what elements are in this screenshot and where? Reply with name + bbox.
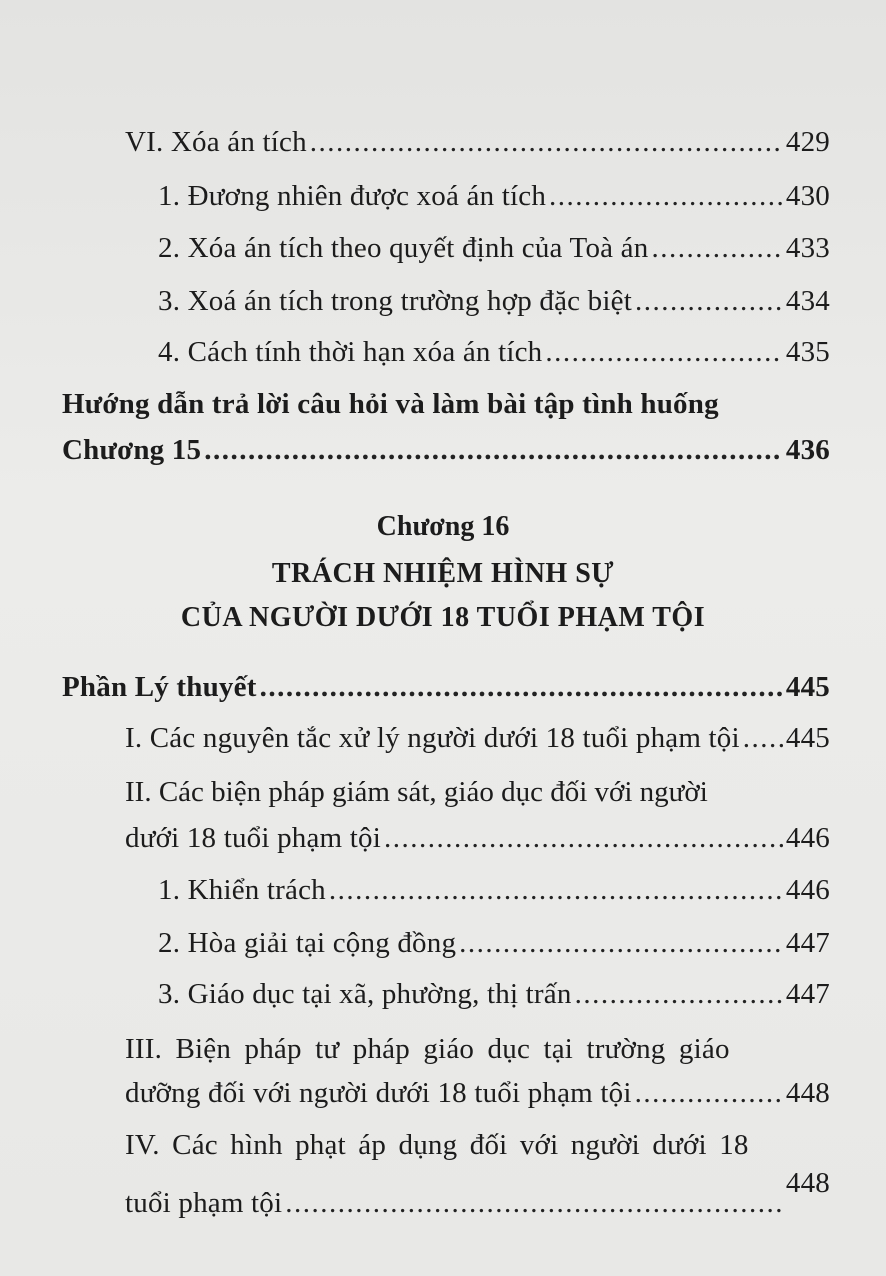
leader-dots (329, 872, 783, 908)
toc-entry-page: 429 (785, 126, 830, 158)
toc-entry-truong-giao-duong (125, 1075, 830, 1111)
toc-entry-text: II. Các biện pháp giám sát, giáo dục đối với người (125, 776, 708, 808)
toc-entry-page: 445 (785, 671, 830, 703)
toc-entry-text: 2. Xóa án tích theo quyết định của Toà án (158, 232, 649, 264)
leader-dots (635, 1075, 783, 1111)
toc-entry-text: Phần Lý thuyết (62, 671, 257, 703)
leader-dots (545, 334, 783, 370)
toc-entry-page: 445 (785, 722, 830, 754)
chapter-number: Chương 16 (376, 511, 510, 542)
toc-entry-page: 430 (785, 180, 830, 212)
chapter-title-line2: CỦA NGƯỜI DƯỚI 18 TUỔI PHẠM TỘI (180, 602, 706, 633)
toc-entry-page: 448 (785, 1077, 830, 1109)
leader-dots (635, 283, 783, 319)
toc-entry-page: 434 (785, 285, 830, 317)
toc-entry-page: 436 (785, 434, 830, 466)
toc-entry-page: 433 (785, 232, 830, 264)
toc-entry-cach-tinh (158, 334, 830, 370)
toc-entry-xoa-an-tich (125, 124, 830, 160)
toc-entry-nguyen-tac (125, 720, 830, 756)
toc-entry-text: dưới 18 tuổi phạm tội (125, 822, 381, 854)
toc-entry-hoa-giai (158, 925, 830, 961)
toc-entry-text: Chương 15 (62, 434, 202, 466)
leader-dots (260, 669, 783, 705)
chapter-title-line1: TRÁCH NHIỆM HÌNH SỰ (271, 558, 615, 589)
leader-dots (549, 178, 783, 214)
toc-entry-hinh-phat (125, 1167, 830, 1221)
toc-entry-hinh-phat-line1: IV. Các hình phạt áp dụng đối với người dưới 18 (125, 1129, 749, 1161)
leader-dots (310, 124, 783, 160)
toc-entry-bien-phap-line1 (125, 774, 780, 810)
toc-entry-text: dưỡng đối với người dưới 18 tuổi phạm tội (125, 1077, 632, 1109)
toc-entry-text: 2. Hòa giải tại cộng đồng (158, 927, 457, 959)
toc-entry-page: 446 (785, 874, 830, 906)
toc-entry-text: 4. Cách tính thời hạn xóa án tích (158, 336, 543, 368)
toc-entry-truong-giao-duong-line1: III. Biện pháp tư pháp giáo dục tại trường giáo (125, 1033, 730, 1065)
toc-entry-page: 435 (785, 336, 830, 368)
toc-entry-text: 3. Xoá án tích trong trường hợp đặc biệt (158, 285, 632, 317)
toc-entry-text: I. Các nguyên tắc xử lý người dưới 18 tuổi phạm tội (125, 722, 740, 754)
toc-entry-bien-phap (125, 820, 830, 856)
toc-entry-guide (62, 432, 830, 468)
toc-entry-theo-quyet-dinh (158, 230, 830, 266)
toc-entry-page: 446 (785, 822, 830, 854)
leader-dots (459, 925, 783, 961)
leader-dots (575, 976, 783, 1012)
toc-entry-page: 447 (785, 927, 830, 959)
toc-entry-khien-trach (158, 872, 830, 908)
leader-dots (743, 720, 783, 756)
toc-entry-dac-biet (158, 283, 830, 319)
toc-entry-giao-duc (158, 976, 830, 1012)
toc-entry-text: tuổi phạm tội (125, 1187, 283, 1219)
leader-dots (651, 230, 782, 266)
toc-entry-text: VI. Xóa án tích (125, 126, 307, 158)
leader-dots (384, 820, 783, 856)
toc-entry-theory (62, 669, 830, 705)
toc-entry-page: 448 (785, 1167, 830, 1199)
toc-entry-text: 1. Khiển trách (158, 874, 326, 906)
toc-entry-page: 447 (785, 978, 830, 1010)
leader-dots (204, 432, 783, 468)
toc-guide-line1: Hướng dẫn trả lời câu hỏi và làm bài tập tình huống (62, 388, 719, 420)
toc-entry-text: 3. Giáo dục tại xã, phường, thị trấn (158, 978, 572, 1010)
toc-entry-text: 1. Đương nhiên được xoá án tích (158, 180, 547, 212)
toc-entry-duong-nhien (158, 178, 830, 214)
leader-dots (285, 1185, 783, 1221)
